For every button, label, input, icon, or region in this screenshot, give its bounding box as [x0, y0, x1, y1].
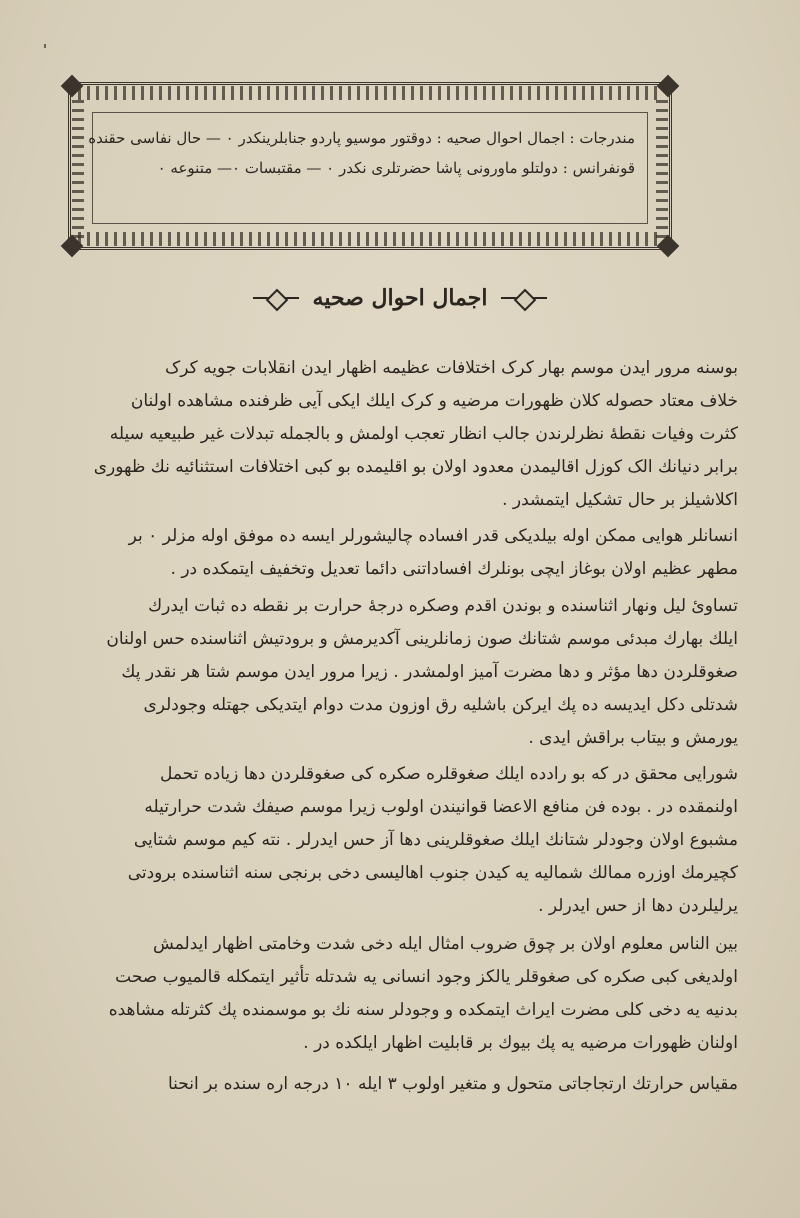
text-line: اکلاشیلز بر حال تشکیل ایتمشدر . — [502, 490, 738, 510]
text-line: انسانلر هوایی ممکن اوله بیلدیکی قدر افساده چالیشورلر ایسه ده موفق اوله مزلر ٠ بر — [128, 526, 738, 546]
text-line: خلاف معتاد حصوله کلان ظهورات مرضیه و کرک ایلك ایکی آیی ظرفنده مشاهده اولنان — [130, 391, 738, 411]
text-line: بوسنه مرور ایدن موسم بهار کرک اختلافات عظیمه اظهار ایدن انقلابات جویه کرک — [165, 358, 738, 378]
paragraph-2 — [66, 520, 738, 586]
text-line: مشبوع اولان وجودلر شتانك ایلك صغوقلرینی دها آز حس ایدرلر . نته کیم موسم شتایی — [133, 830, 738, 850]
text-line: کثرت وفیات نقطهٔ نظرلرندن جالب انظار تعجب اولمش و بالجمله تبدلات غیر طبیعیه سیله — [109, 424, 738, 444]
ornament-top — [78, 86, 662, 100]
paragraph-5 — [66, 928, 738, 1060]
contents-inner — [88, 112, 648, 224]
ornament-left — [72, 94, 84, 238]
paragraph-6 — [66, 1068, 738, 1101]
ornament-right — [656, 94, 668, 238]
margin-mark — [44, 44, 46, 48]
text-line: شدتلی دکل ایدیسه ده پك ایرکن باشلیه رق اوزون مدت دوام ایتدیکی جهتله وجودلری — [143, 695, 738, 715]
text-line: شورایی محقق در که بو رادده ایلك صغوقلره صکره کی صغوقلردن دها زیاده تحمل — [159, 764, 738, 784]
paragraph-1 — [66, 352, 738, 517]
text-line: تساوئ لیل ونهار اثناسنده و بوندن اقدم وصکره درجهٔ حرارت بر نقطه ده ثبات ایدرك — [148, 596, 738, 616]
text-line: صغوقلردن دها مؤثر و دها مضرت آمیز اولمشدر . زیرا مرور ایدن موسم شتا هر نقدر پك — [121, 662, 738, 682]
text-line: کچیرمك اوزره ممالك شمالیه یه کیدن جنوب اهالیسی دخی برنجی سنه اثناسنده برودتی — [127, 863, 738, 883]
contents-line: مندرجات : اجمال احوال صحیه : دوقتور موسیو پاردو جنابلرینکدر ٠ — حال نفاسی حقنده — [88, 129, 635, 147]
paragraph-4 — [66, 758, 738, 923]
text-line: اولنان ظهورات مرضیه یه پك بیوك بر قابلیت اظهار ایلکده در . — [303, 1033, 738, 1053]
section-heading — [240, 276, 560, 320]
paragraph-3 — [66, 590, 738, 755]
ornament-bottom — [78, 232, 662, 246]
heading-ornament-left — [253, 291, 299, 305]
text-line: ایلك بهارك مبدئی موسم شتانك صون زمانلرینی آکدیرمش و برودتیش اثناسنده حس اولنان — [106, 629, 738, 649]
heading-title: اجمال احوال صحیه — [312, 285, 488, 311]
text-line: یورمش و بیتاب براقش ایدی . — [528, 728, 738, 748]
heading-ornament-right — [501, 291, 547, 305]
text-line: یرلیلردن دها از حس ایدرلر . — [538, 896, 738, 916]
contents-line: قونفرانس : دولتلو ماورونی پاشا حضرتلری نکدر ٠ — مقتبسات ٠— متنوعه ٠ — [157, 159, 635, 177]
text-line: مقیاس حرارتك ارتجاجاتی متحول و متغیر اولوب ٣ ایله ١٠ درجه اره سنده بر انحنا — [167, 1074, 738, 1094]
text-line: اولدیغی کبی صکره کی صغوقلر یالکز وجود انسانی یه شدتله تأثیر ایتمکله قالمیوب صحت — [115, 967, 738, 987]
text-line: بدنیه یه دخی کلی مضرت ایراث ایتمکده و وجودلر سنه نك بو موسمنده پك کثرتله مشاهده — [108, 1000, 738, 1020]
text-line: مطهر عظیم اولان بوغاز ایچی بونلرك افساداتنی دائما تعدیل وتخفیف ایتمکده در . — [170, 559, 738, 579]
text-line: برابر دنیانك الک کوزل اقالیمدن معدود اولان بو اقلیمده بو کبی اختلافات استثنائیه نك ظهوری — [93, 457, 738, 477]
text-line: اولنمقده در . بوده فن منافع الاعضا قوانیندن اولوب زیرا موسم صیفك شدت حرارتیله — [144, 797, 738, 817]
contents-box — [68, 82, 672, 250]
text-line: بین الناس معلوم اولان بر چوق ضروب امثال ایله دخی شدت وخامتی اظهار ایدلمش — [153, 934, 738, 954]
